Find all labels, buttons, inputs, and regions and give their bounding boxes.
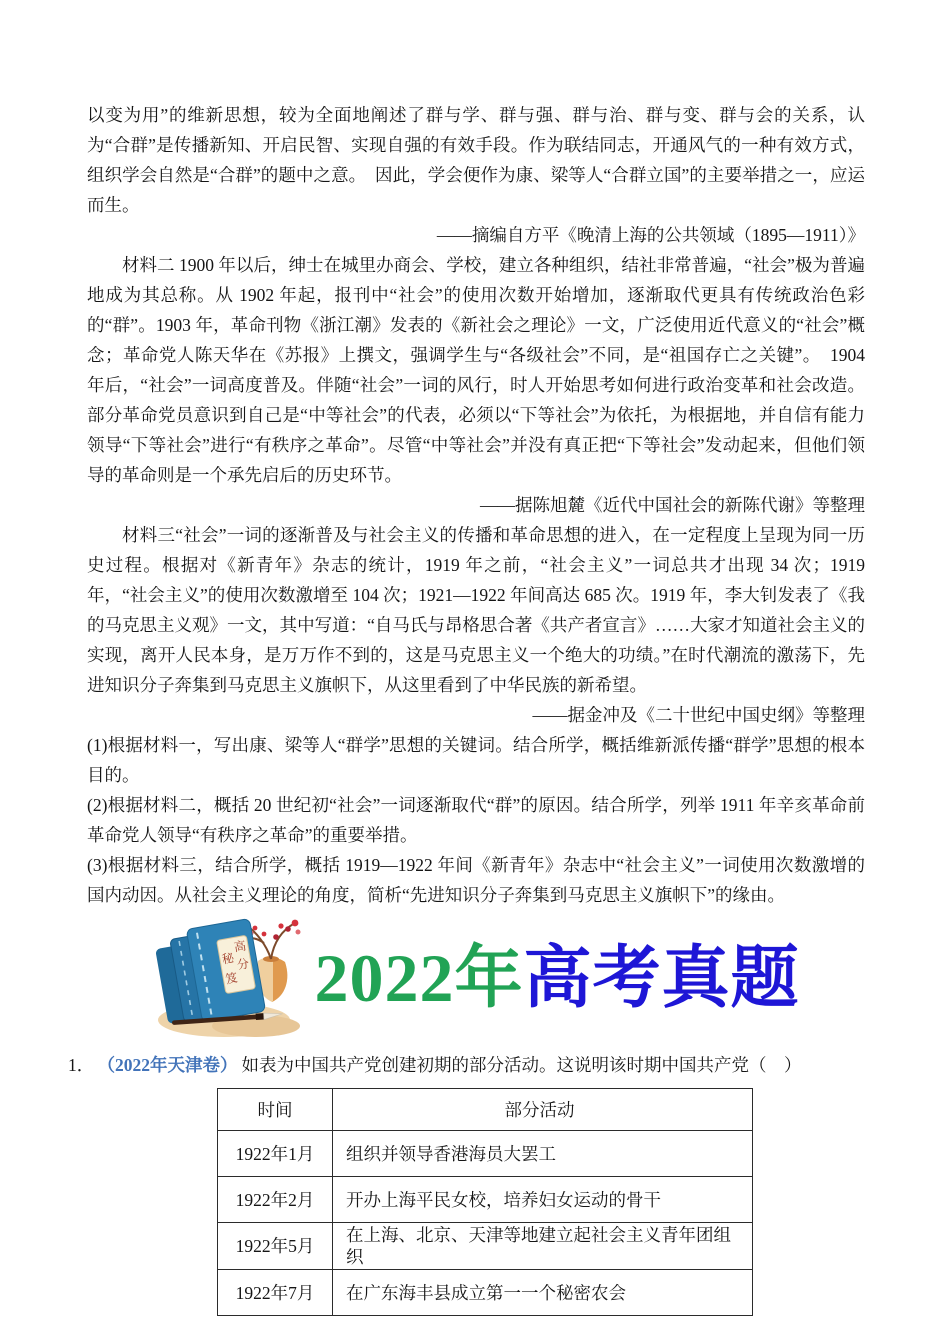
table-row: [218, 1177, 753, 1223]
activity-cell: 开办上海平民女校，培养妇女运动的骨干: [333, 1177, 753, 1223]
banner-title-text: 高考真题: [523, 940, 800, 1016]
sub-question-2: (2)根据材料二，概括 20 世纪初“社会”一词逐渐取代“群”的原因。结合所学，列举 1911 年辛亥革命前革命党人领导“有秩序之革命”的重要举措。: [87, 795, 865, 845]
source-citation-material-one: ——摘编自方平《晚清上海的公共领域（1895—1911）》: [436, 225, 865, 245]
header-cell-time: 时间: [218, 1089, 333, 1131]
exam-question-number: 1．: [68, 1055, 95, 1075]
banner-title: [314, 940, 800, 1016]
banner-year-text: 2022年: [314, 940, 524, 1016]
sub-question-1: (1)根据材料一，写出康、梁等人“群学”思想的关键词。结合所学，概括维新派传播“群学”思想的根本目的。: [87, 735, 865, 785]
books-vase-brush-illustration: [152, 916, 304, 1040]
time-cell: 1922年7月: [218, 1270, 333, 1316]
table-row: [218, 1131, 753, 1177]
header-cell-activity: 部分活动: [333, 1089, 753, 1131]
exam-stem-text: 如表为中国共产党创建初期的部分活动。这说明该时期中国共产党（ ）: [241, 1055, 802, 1075]
table-row: [218, 1223, 753, 1270]
svg-text:笈: 笈: [224, 970, 240, 987]
source-citation-material-two: ——据陈旭麓《近代中国社会的新陈代谢》等整理: [480, 495, 865, 515]
sub-question-3: (3)根据材料三，结合所学，概括 1919—1922 年间《新青年》杂志中“社会主义”一词使用次数激增的国内动因。从社会主义理论的角度，简析“先进知识分子奔集到马克思主义旗帜下”的缘由。: [87, 855, 865, 905]
activities-table: [217, 1088, 753, 1316]
table-header-row: [218, 1089, 753, 1131]
exam-source-tag: （2022年天津卷）: [106, 1055, 238, 1075]
svg-text:秘: 秘: [221, 950, 236, 967]
activity-cell: 组织并领导香港海员大罢工: [333, 1131, 753, 1177]
time-cell: 1922年1月: [218, 1131, 333, 1177]
time-cell: 1922年2月: [218, 1177, 333, 1223]
book-stack-icon: [153, 918, 266, 1028]
activity-cell: 在广东海丰县成立第一一个秘密农会: [333, 1270, 753, 1316]
time-cell: 1922年5月: [218, 1223, 333, 1270]
svg-text:高: 高: [233, 938, 248, 955]
paragraph-material-one-continuation: 以变为用”的维新思想，较为全面地阐述了群与学、群与强、群与治、群与变、群与会的关系，认为“合群”是传播新知、开启民智、实现自强的有效手段。作为联结同志，开通风气的一种有效方式，组织学会自然是“合群”的题中之意。 因此，学会便作为康、梁等人“合群立国”的主要举措之一，应运而生。: [87, 105, 865, 215]
document-content: [68, 100, 865, 1316]
source-citation-material-three: ——据金冲及《二十世纪中国史纲》等整理: [532, 705, 865, 725]
svg-text:分: 分: [236, 956, 251, 973]
activity-cell: 在上海、北京、天津等地建立起社会主义青年团组织: [333, 1223, 753, 1270]
exam-question-1-stem: [68, 1050, 865, 1080]
table-row: [218, 1270, 753, 1316]
paragraph-material-two: 材料二 1900 年以后，绅士在城里办商会、学校，建立各种组织，结社非常普遍，“社会”极为普遍地成为其总称。从 1902 年起，报刊中“社会”的使用次数开始增加，逐渐取代更具有传统政治色彩的“群”。1903 年，革命刊物《浙江潮》发表的《新社会之理论》一文，广泛使用近代意义的“社会”概念；革命党人陈天华在《苏报》上撰文，强调学生与“各级社会”不同，是“祖国存亡之关键”。 1904 年后，“社会”一词高度普及。伴随“社会”一词的风行，时人开始思考如何进行政治变革和社会改造。部分革命党员意识到自己是“中等社会”的代表，必须以“下等社会”为依托，为根据地，并自信有能力领导“下等社会”进行“有秩序之革命”。尽管“中等社会”并没有真正把“下等社会”发动起来，但他们领导的革命则是一个承先启后的历史环节。: [87, 255, 865, 485]
paragraph-material-three: 材料三“社会”一词的逐渐普及与社会主义的传播和革命思想的进入，在一定程度上呈现为同一历史过程。根据对《新青年》杂志的统计，1919 年之前，“社会主义”一词总共才出现 34 次；1919 年，“社会主义”的使用次数激增至 104 次；1921—1922 年间高达 685 次。1919 年，李大钊发表了《我的马克思主义观》一文，其中写道：“自马氏与昂格思合著《共产者宣言》……大家才知道社会主义的实现，离开人民本身，是万万作不到的，这是马克思主义一个绝大的功绩。”在时代潮流的激荡下，先进知识分子奔集到马克思主义旗帜下，从这里看到了中华民族的新希望。: [87, 525, 865, 695]
banner-2022-gaokao: [87, 916, 865, 1040]
